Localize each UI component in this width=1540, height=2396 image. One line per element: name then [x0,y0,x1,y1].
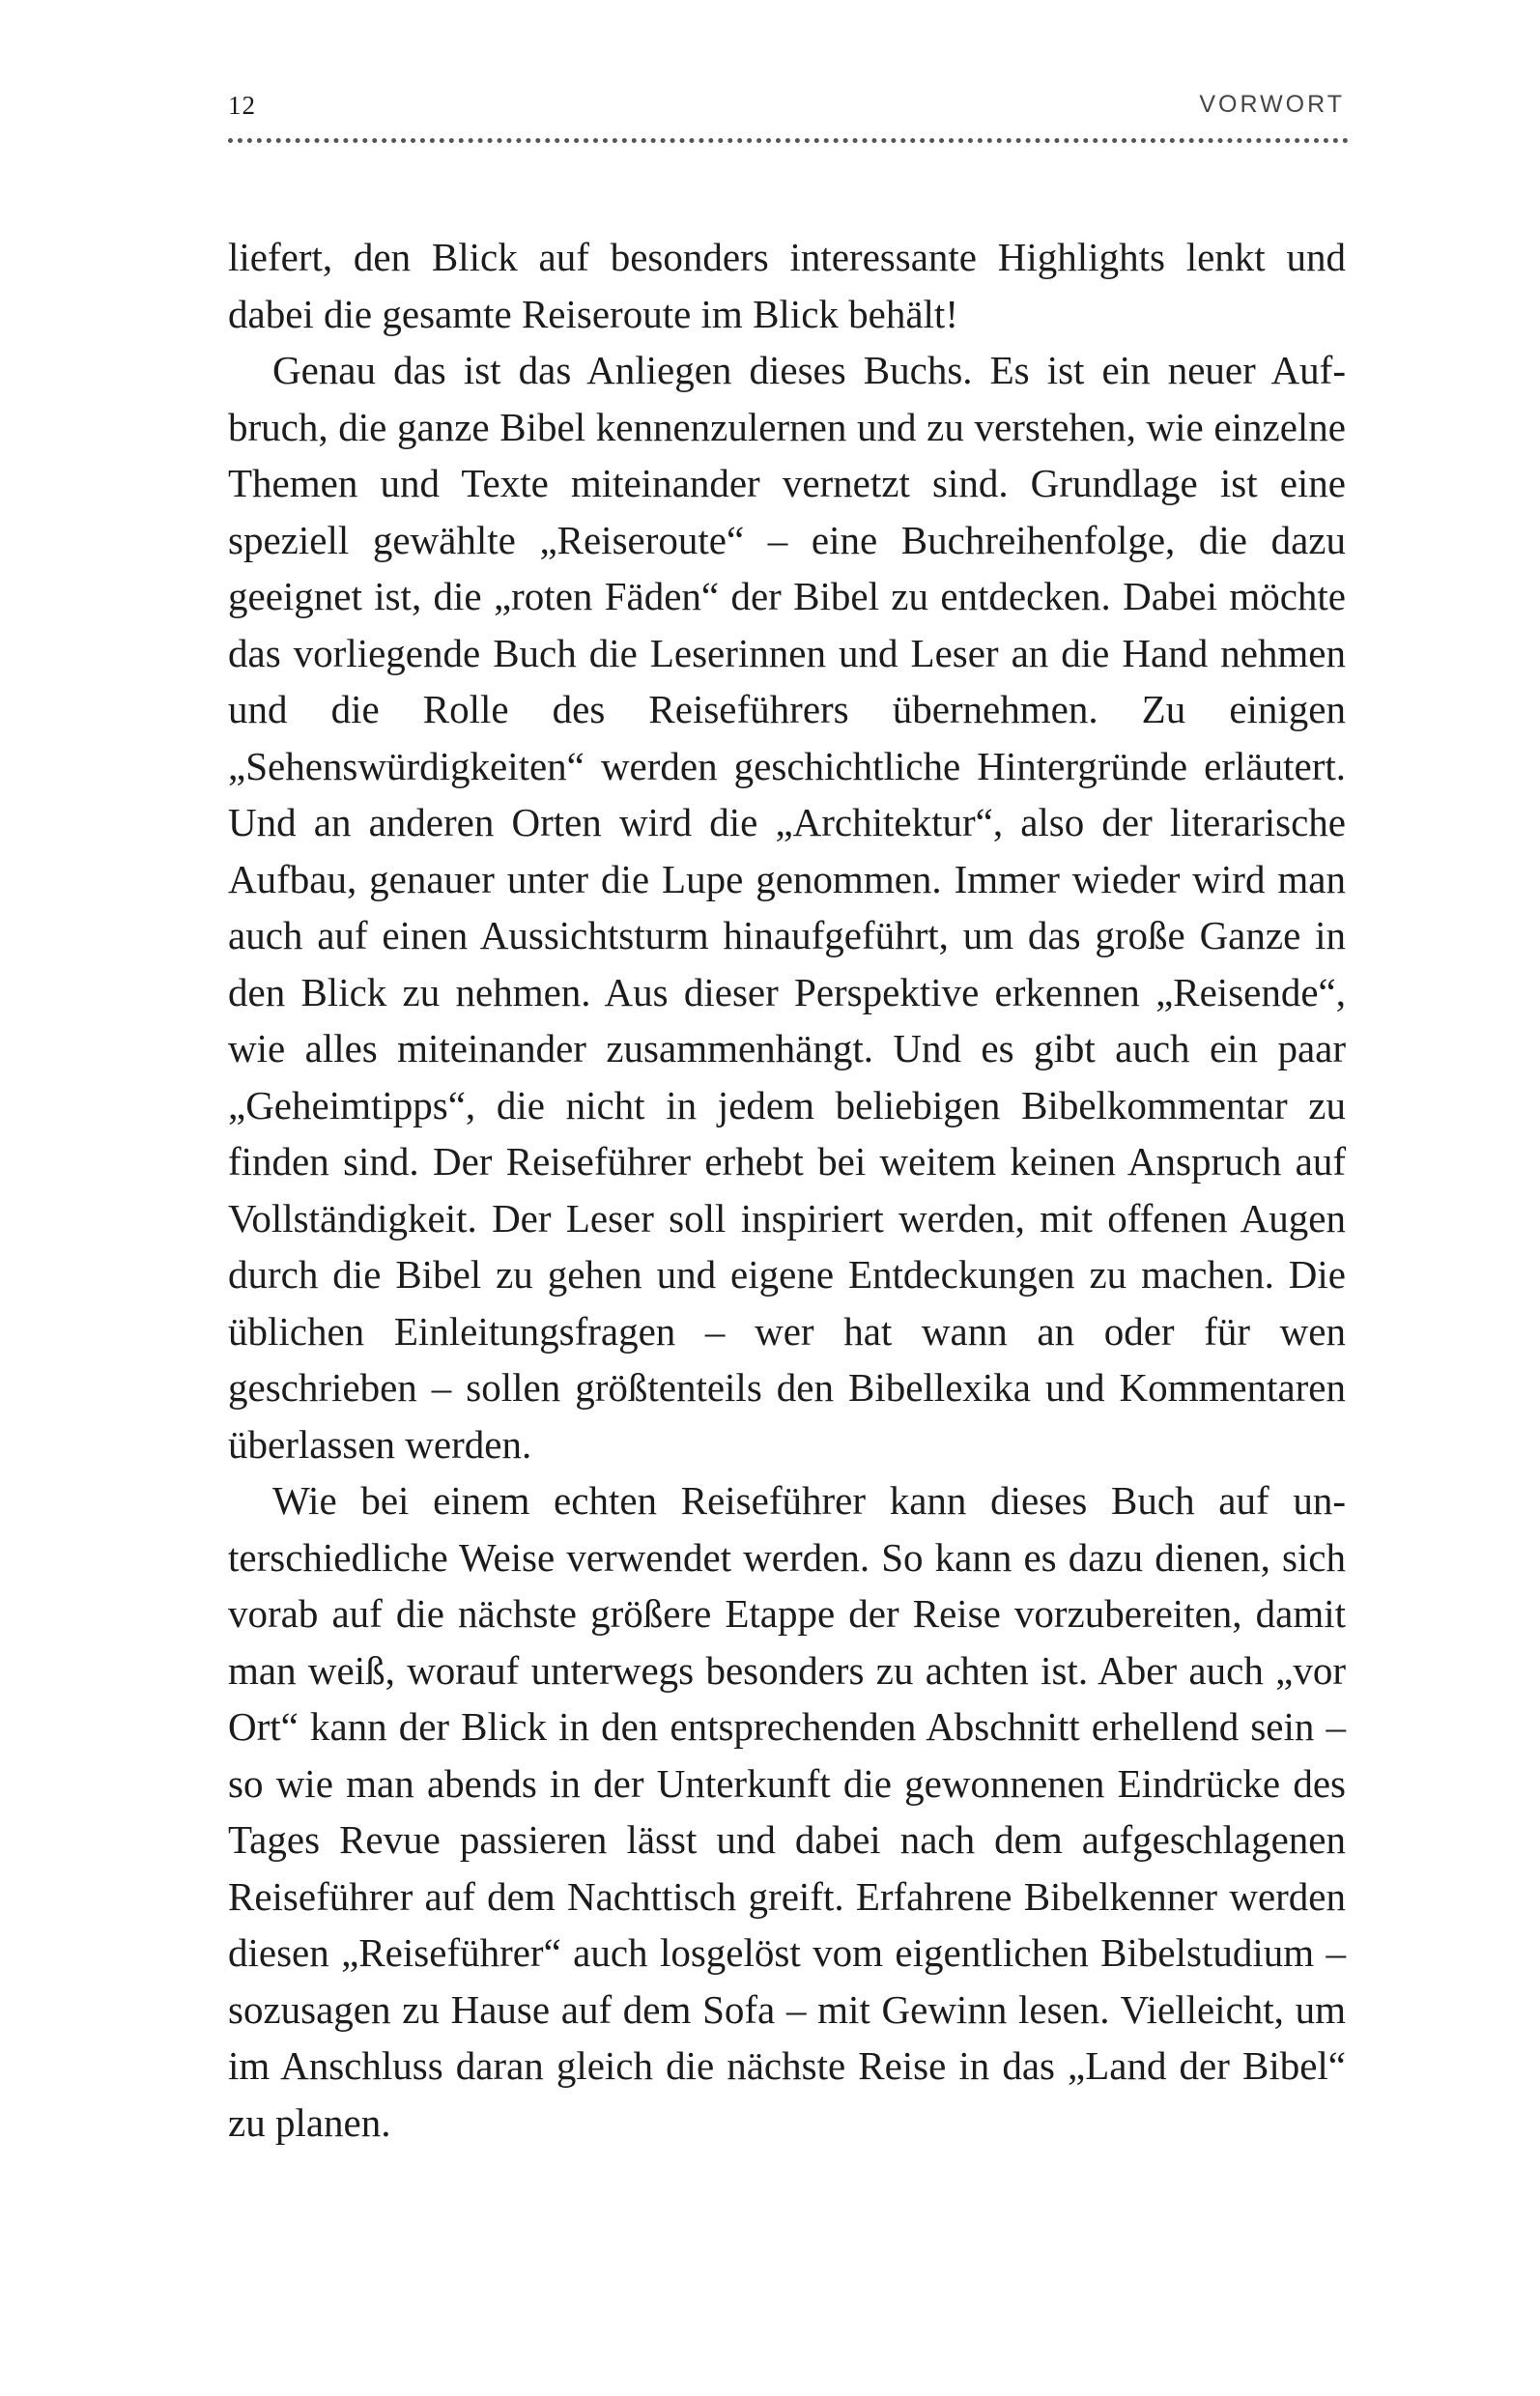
paragraph-purpose: Genau das ist das Anliegen dieses Buchs. Es ist ein neuer Aufbruch, die ganze Bibel kennenzulernen und zu verstehen, wie einzelne Themen und Texte miteinander vernetzt sind. Grundlage ist eine speziell gewählte „Reiseroute“ – eine Buchreihenfolge, die dazu geeignet ist, die „roten Fäden“ der Bibel zu entdecken. Dabei möchte das vorliegende Buch die Leserinnen und Leser an die Hand nehmen und die Rolle des Reiseführers übernehmen. Zu einigen „Sehenswürdigkeiten“ werden geschichtliche Hintergründe erläutert. Und an anderen Orten wird die „Architektur“, also der literarische Aufbau, genauer unter die Lupe genommen. Immer wieder wird man auch auf einen Aussichtsturm hinaufgeführt, um das große Ganze in den Blick zu nehmen. Aus dieser Perspektive erkennen „Reisende“, wie alles miteinander zusammenhängt. Und es gibt auch ein paar „Geheimtipps“, die nicht in jedem beliebigen Bibelkommentar zu finden sind. Der Reiseführer erhebt bei weitem keinen Anspruch auf Vollständigkeit. Der Leser soll inspiriert werden, mit offenen Augen durch die Bibel zu gehen und eigene Entdeckungen zu machen. Die üblichen Einleitungsfragen – wer hat wann an oder für wen geschrieben – sollen größtenteils den Bibellexika und Kommentaren überlassen werden. [228,348,1346,1467]
paragraph-continuation: liefert, den Blick auf besonders interessante Highlights lenkt und dabei die gesamte Reiseroute im Blick behält! [228,235,1346,336]
body-text [228,229,1346,2151]
header-dotted-rule [228,138,1349,143]
chapter-title: VORWORT [1199,91,1345,118]
running-header [228,83,1349,137]
page-number: 12 [228,91,256,120]
paragraph-usage: Wie bei einem echten Reiseführer kann dieses Buch auf unterschiedliche Weise verwendet werden. So kann es dazu dienen, sich vorab auf die nächste größere Etappe der Reise vorzubereiten, damit man weiß, worauf unterwegs besonders zu achten ist. Aber auch „vor Ort“ kann der Blick in den entsprechenden Abschnitt erhellend sein – so wie man abends in der Unterkunft die gewonnenen Eindrücke des Tages Revue passieren lässt und dabei nach dem aufgeschlagenen Reiseführer auf dem Nachttisch greift. Erfahrene Bibelkenner werden diesen „Reiseführer“ auch losgelöst vom eigentlichen Bibelstudium – sozusagen zu Hause auf dem Sofa – mit Gewinn lesen. Vielleicht, um im Anschluss daran gleich die nächste Reise in das „Land der Bibel“ zu planen. [228,1478,1346,2145]
